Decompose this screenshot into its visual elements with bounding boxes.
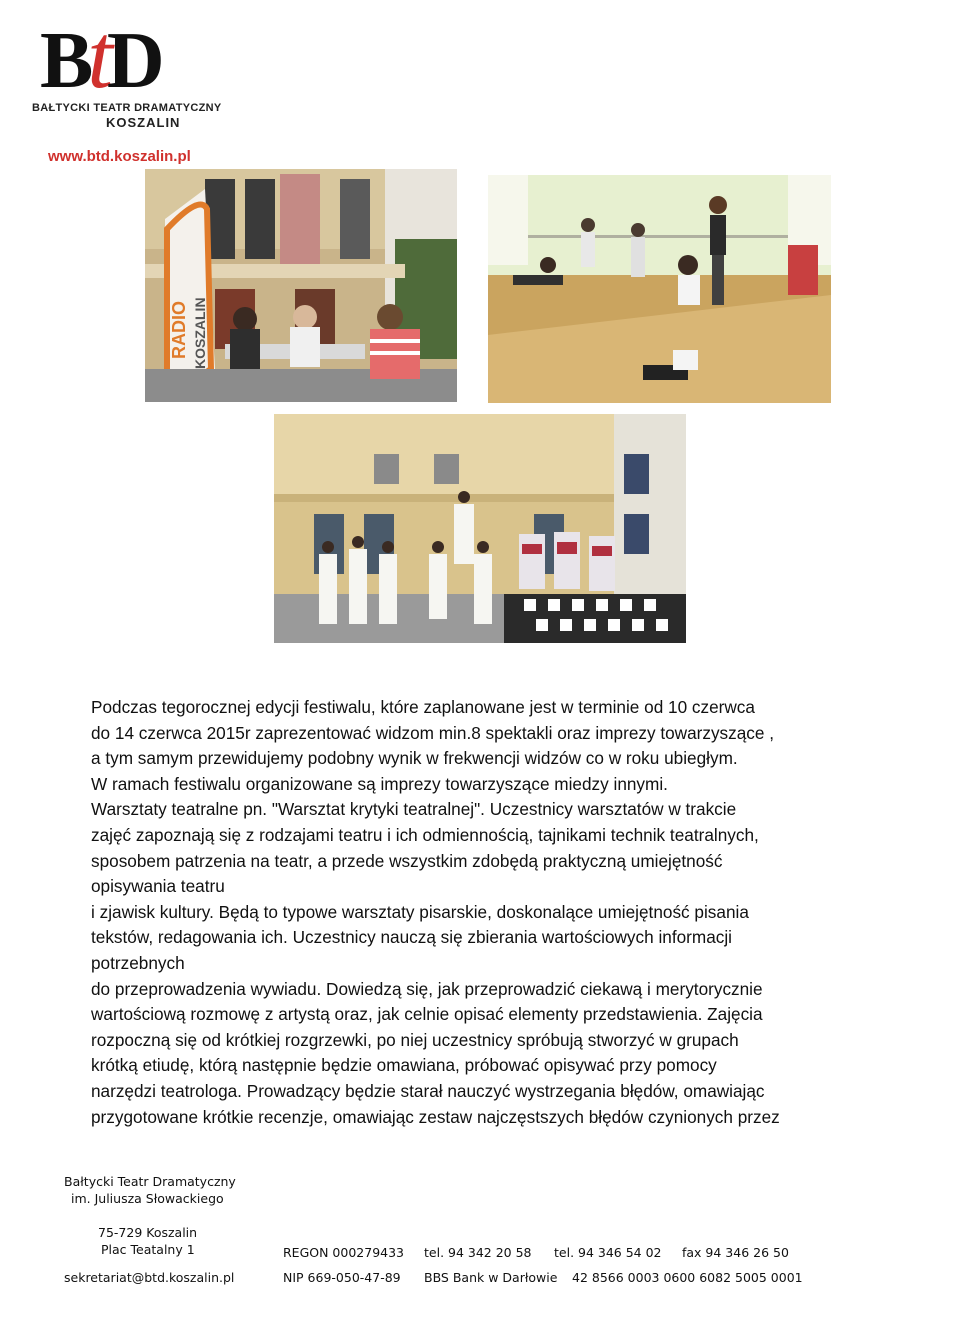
body-line: krótką etiudę, którą następnie będzie omawiana, próbować opisywać przy pomocy bbox=[91, 1055, 717, 1076]
body-line: opisywania teatru bbox=[91, 876, 225, 897]
logo-city: KOSZALIN bbox=[106, 115, 181, 130]
footer-postal: 75-729 Koszalin bbox=[98, 1225, 198, 1240]
photo-dance-studio bbox=[488, 175, 831, 403]
body-line: zajęć zapoznają się z rodzajami teatru i ich odmiennością, tajnikami technik teatralnych, bbox=[91, 824, 759, 845]
body-line: tekstów, redagowania ich. Uczestnicy nauczą się zbierania wartościowych informacji bbox=[91, 927, 732, 948]
body-line: narzędzi teatrologa. Prowadzący będzie starał nauczyć wystrzegania błędów, omawiając bbox=[91, 1080, 765, 1101]
body-line: rozpoczną się od krótkiej rozgrzewki, po niej uczestnicy spróbują stworzyć w grupach bbox=[91, 1029, 739, 1050]
footer-regon: REGON 000279433 bbox=[283, 1245, 405, 1260]
body-line: W ramach festiwalu organizowane są imprezy towarzyszące miedzy innymi. bbox=[91, 773, 668, 794]
footer-org-patron: im. Juliusza Słowackiego bbox=[71, 1191, 224, 1206]
website-url[interactable]: www.btd.koszalin.pl bbox=[48, 148, 191, 165]
footer-org-name: Bałtycki Teatr Dramatyczny bbox=[64, 1174, 236, 1189]
footer-email[interactable]: sekretariat@btd.koszalin.pl bbox=[64, 1270, 235, 1285]
footer-street: Plac Teatalny 1 bbox=[101, 1242, 195, 1257]
body-line: Podczas tegorocznej edycji festiwalu, które zaplanowane jest w terminie od 10 czerwca bbox=[91, 697, 755, 717]
body-line: i zjawisk kultury. Będą to typowe warsztaty pisarskie, doskonalące umiejętność pisania bbox=[91, 901, 749, 922]
footer-tel2: tel. 94 346 54 02 bbox=[554, 1245, 662, 1260]
footer-fax: fax 94 346 26 50 bbox=[682, 1245, 789, 1260]
banner-text-koszalin: KOSZALIN bbox=[192, 297, 208, 369]
footer-account: 42 8566 0003 0600 6082 5005 0001 bbox=[572, 1270, 803, 1285]
body-line: a tym samym przewidujemy podobny wynik w frekwencji widzów co w roku ubiegłym. bbox=[91, 748, 738, 769]
body-line: do przeprowadzenia wywiadu. Dowiedzą się, jak przeprowadzić ciekawą i merytorycznie bbox=[91, 978, 763, 999]
logo-letters: BtD bbox=[40, 5, 161, 107]
footer-nip: NIP 669-050-47-89 bbox=[283, 1270, 401, 1285]
theatre-logo bbox=[30, 5, 230, 165]
body-line: Warsztaty teatralne pn. "Warsztat krytyki teatralnej". Uczestnicy warsztatów w trakcie bbox=[91, 799, 737, 820]
photo-outdoor-performance bbox=[274, 414, 686, 643]
logo-theatre-name: BAŁTYCKI TEATR DRAMATYCZNY bbox=[32, 102, 222, 114]
body-line: wartościową rozmowę z artystą oraz, jak celnie opisać elementy przedstawienia. Zajęcia bbox=[91, 1004, 763, 1025]
photo-radio-reading bbox=[145, 169, 457, 402]
body-line: sposobem patrzenia na teatr, a przede wszystkim zdobędą praktyczną umiejętność bbox=[91, 850, 723, 871]
banner-text-radio: RADIO bbox=[169, 301, 189, 359]
body-line: do 14 czerwca 2015r zaprezentować widzom min.8 spektakli oraz imprezy towarzyszące , bbox=[91, 722, 775, 743]
body-line: przygotowane krótkie recenzje, omawiając zestaw najczęstszych błędów czynionych przez bbox=[91, 1106, 780, 1127]
body-text bbox=[91, 695, 891, 1130]
footer-tel1: tel. 94 342 20 58 bbox=[424, 1245, 532, 1260]
footer-bank: BBS Bank w Darłowie bbox=[424, 1270, 558, 1285]
body-line: potrzebnych bbox=[91, 952, 185, 973]
